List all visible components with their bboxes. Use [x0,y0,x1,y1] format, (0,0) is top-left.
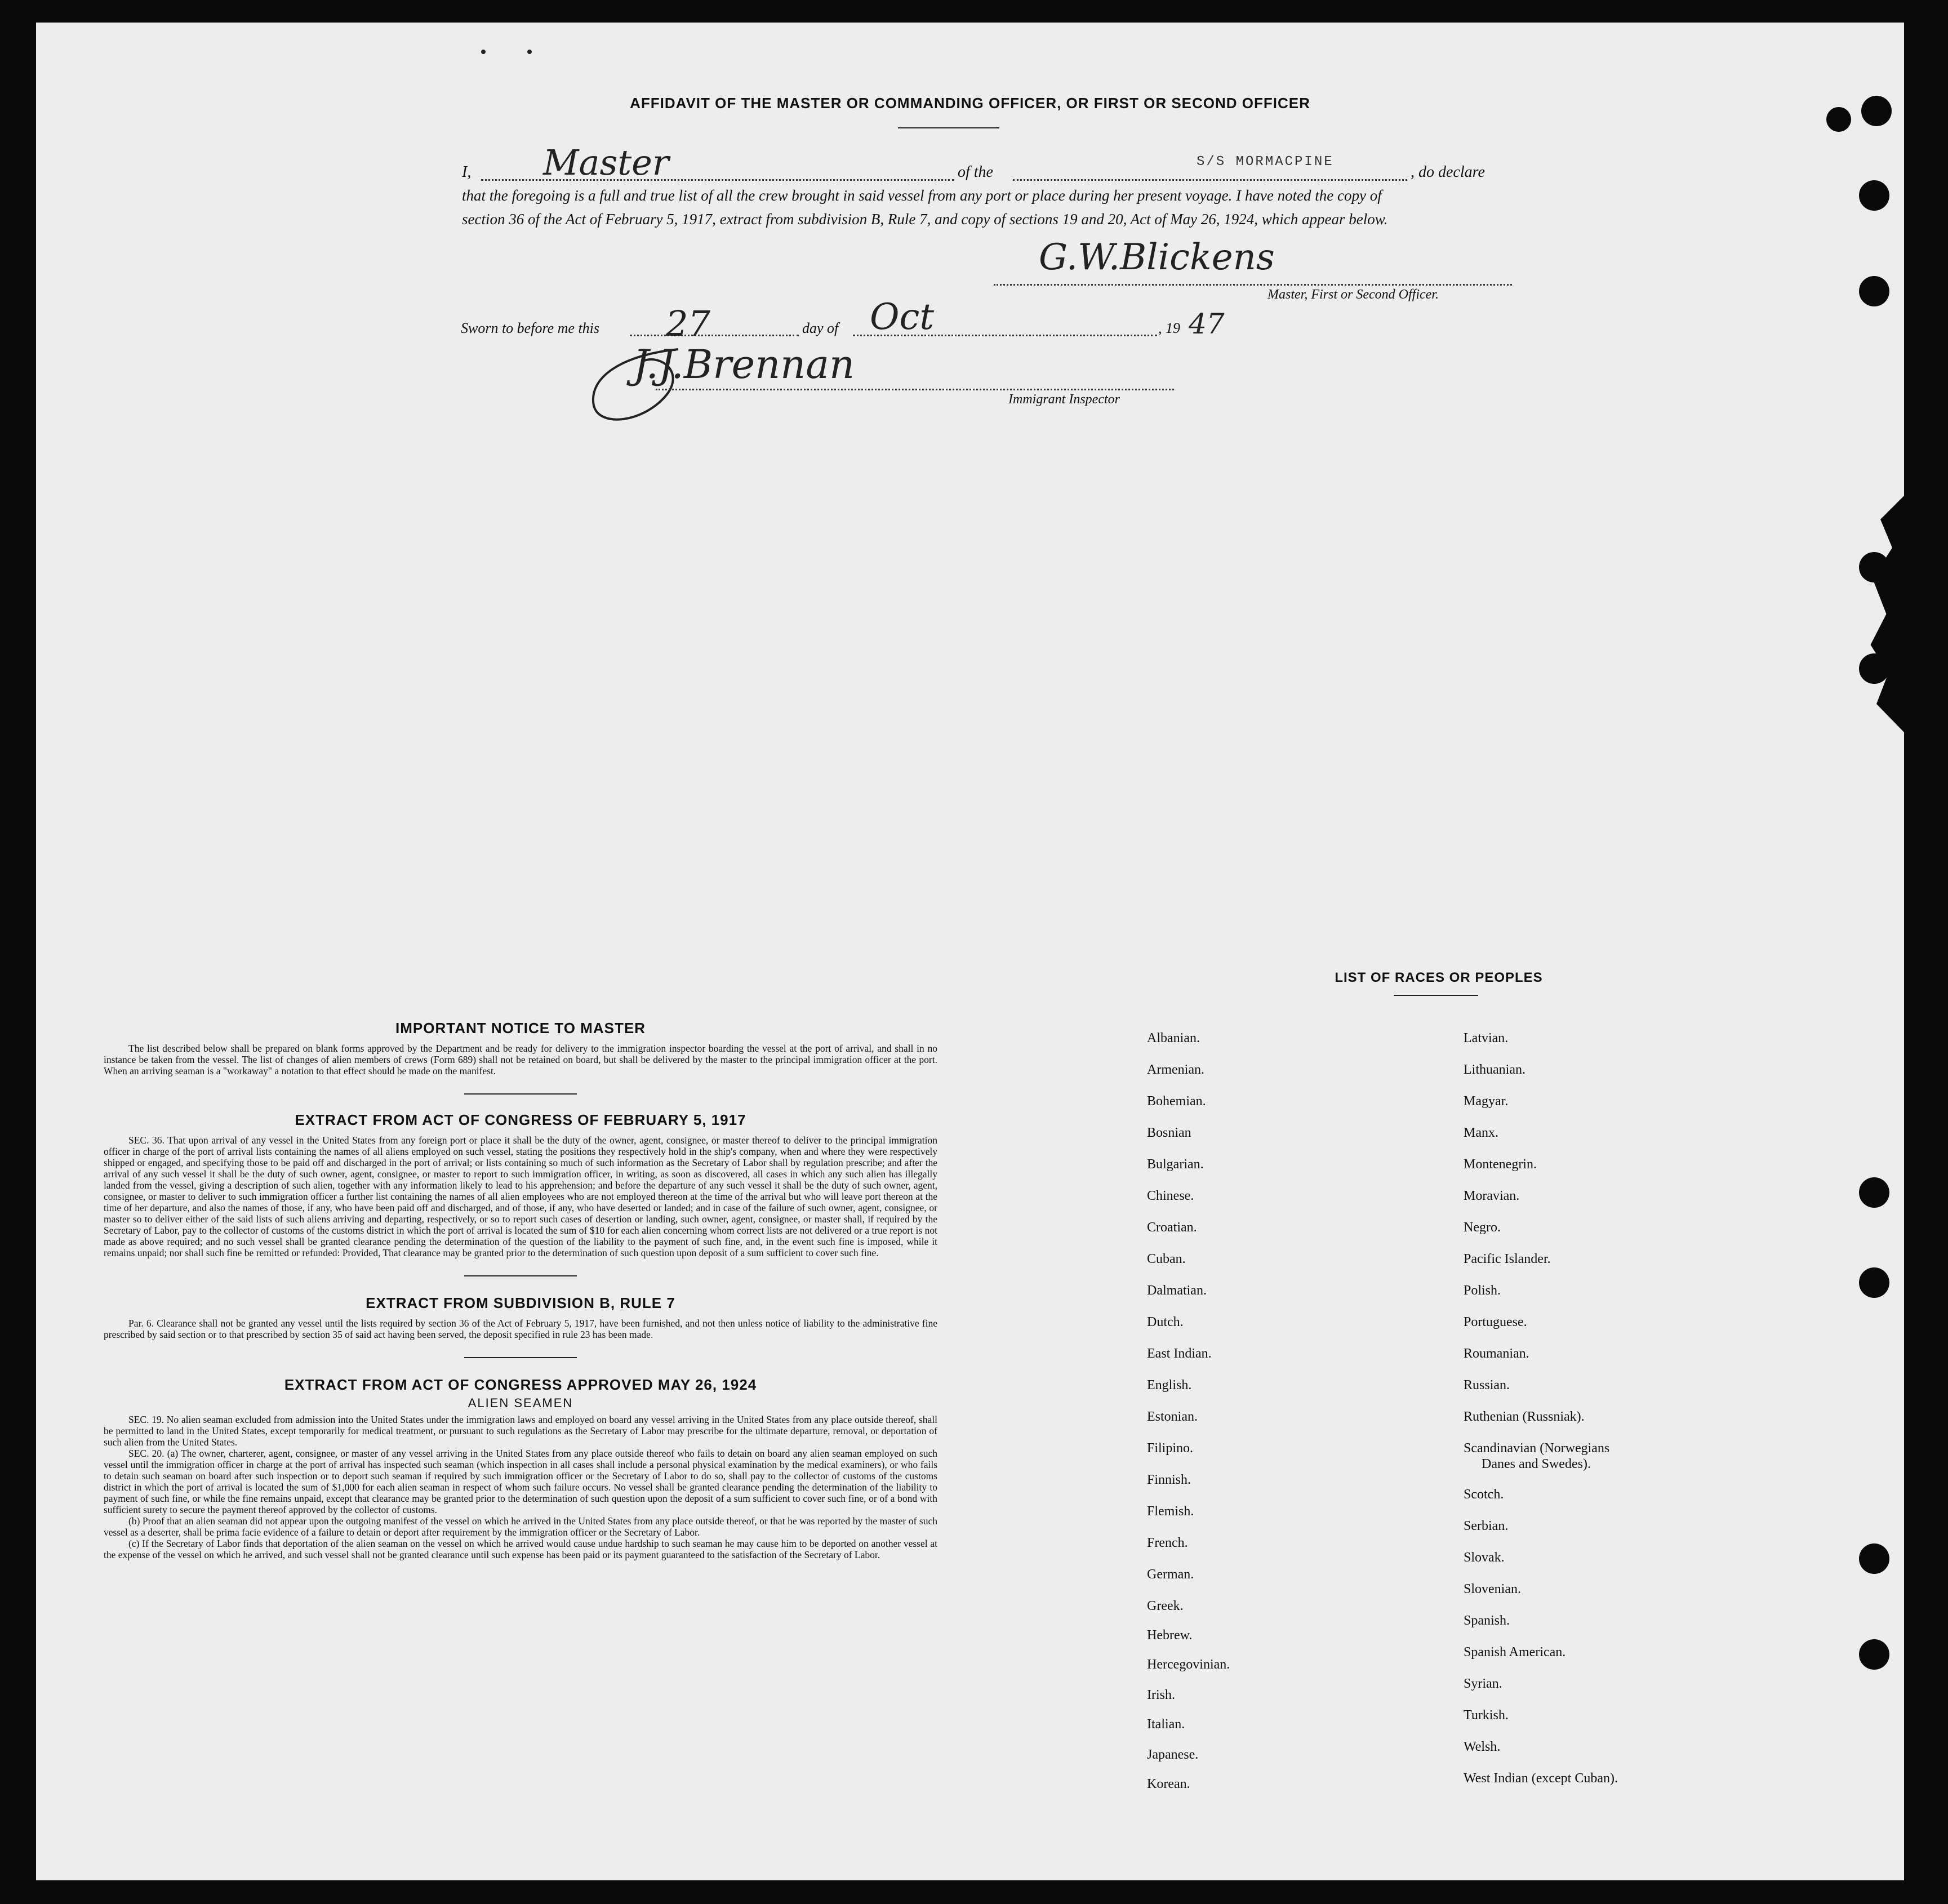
race-right: Polish. [1464,1283,1501,1298]
torn-edge [1865,496,1904,732]
race-left: Bulgarian. [1147,1157,1204,1172]
race-right: Syrian. [1464,1676,1502,1691]
race-left: Dutch. [1147,1315,1184,1329]
master-signature: G.W.Blickens [1039,237,1275,278]
race-left: Korean. [1147,1777,1190,1791]
extract-1924-subtitle: ALIEN SEAMEN [468,1396,573,1410]
race-right: Scotch. [1464,1487,1504,1502]
race-left: Irish. [1147,1688,1175,1702]
race-right: Roumanian. [1464,1346,1529,1361]
race-left: Bosnian [1147,1126,1191,1140]
races-title: LIST OF RACES OR PEOPLES [1335,970,1543,985]
day-of-label: day of [802,320,839,336]
master-signature-line [994,284,1512,286]
do-declare-label: , do declare [1411,163,1485,181]
vessel-line [1013,179,1407,181]
race-left: Croatian. [1147,1220,1197,1235]
race-left: Japanese. [1147,1747,1199,1762]
race-right: Welsh. [1464,1740,1501,1754]
race-right: Slovenian. [1464,1582,1521,1596]
race-right: Russian. [1464,1378,1510,1393]
race-right: Spanish American. [1464,1645,1566,1660]
race-left: Greek. [1147,1599,1184,1613]
rule7-title: EXTRACT FROM SUBDIVISION B, RULE 7 [366,1294,675,1311]
notice-title: IMPORTANT NOTICE TO MASTER [395,1020,646,1036]
race-right-continued: Danes and Swedes). [1482,1457,1591,1471]
race-right: Latvian. [1464,1031,1509,1046]
race-right: Pacific Islander. [1464,1252,1551,1266]
speck [527,50,532,54]
of-the-label: of the [958,163,993,181]
race-right: Ruthenian (Russniak). [1464,1409,1585,1424]
race-left: Finnish. [1147,1473,1191,1487]
punch-hole [1859,1543,1889,1574]
punch-hole [1859,1177,1889,1208]
sworn-label: Sworn to before me this [461,320,600,336]
extract-1917-body: SEC. 36. That upon arrival of any vessel in the United States from any foreign port or place it shall be the duty of the owner, agent, consignee, or master thereof to deliver to the principal immigration officer in charge of the port of arrival lists containing the names of all aliens employed on such vessel, stating the positions they respectively hold in the ship's company, when and where they were respectively shipped or engaged, and specifying those to be paid off and discharged in the port of arrival; or lists containing so much of such information as the Secretary of Labor shall by regulation prescribe; and after the arrival of any such vessel it shall be the duty of such owner, agent, consignee, or master to report to such immigration officer, in writing, as soon as discovered, all cases in which any such alien has illegally landed from the vessel, giving a description of such alien, together with any information likely to lead to his apprehension; and before the departure of any such vessel it shall be the duty of such owner, agent, consignee, or master to deliver to such immigration officer a further list containing the names of all alien employees who are not employed thereon at the time of the arrival but who will leave port thereon at the time of her departure, and also the names of those, if any, who have been paid off and discharged, and of those, if any, who have deserted or landed; and in case of the failure of such owner, agent, consignee, or master so to deliver either of the said lists of such aliens arriving and departing, respectively, or so to report such cases of desertion or landing, such owner, agent, consignee, or master shall, if required by the Secretary of Labor, pay to the collector of customs of the customs district in which the port of arrival is located the sum of $10 for each alien concerning whom correct lists are not delivered or a true report is not made as above required; and no such vessel shall be granted clearance pending the determination of the question of the liability to the payment of such fine, and, in the event such fine is imposed, while it remains unpaid; nor shall such fine be remitted or refunded: Provided, That clearance may be granted prior to the determination of such question upon deposit of a sum sufficient to cover such fine. [104,1135,937,1258]
year-prefix: , 19 [1158,320,1180,336]
race-right: Turkish. [1464,1708,1509,1723]
race-left: Chinese. [1147,1189,1194,1203]
race-left: East Indian. [1147,1346,1212,1361]
race-right: Manx. [1464,1126,1498,1140]
affidavit-line-2: that the foregoing is a full and true list of all the crew brought in said vessel from any port or place during her present voyage. I have noted the copy of [462,187,1382,204]
race-left: Italian. [1147,1717,1185,1732]
day-handwriting: 27 [666,303,710,344]
punch-hole [1859,1639,1889,1670]
sec20c-body: (c) If the Secretary of Labor finds that deportation of the alien seaman on the vessel on which he arrived would cause undue hardship to such seaman he may cause him to be deported on another vessel at the expense of the vessel on which he arrived, and such vessel shall not be granted clearance until such expense has been paid or its payment guaranteed to the satisfaction of the Secretary of Labor. [104,1538,937,1560]
extract-1917-title: EXTRACT FROM ACT OF CONGRESS OF FEBRUARY 5, 1917 [295,1111,746,1128]
race-left: Filipino. [1147,1441,1194,1456]
race-right: Moravian. [1464,1189,1520,1203]
master-caption: Master, First or Second Officer. [1267,287,1439,302]
master-handwriting: Master [543,142,669,183]
sec19-body: SEC. 19. No alien seaman excluded from admission into the United States under the immigration laws and employed on board any vessel arriving in the United States from any place outside thereof, shall be permitted to land in the United States, except temporarily for medical treatment, or pursuant to such regulations as the Secretary of Labor may prescribe for the ultimate departure, removal, or deportation of such alien from the United States. [104,1414,937,1448]
section-divider [464,1357,577,1358]
race-right: Lithuanian. [1464,1062,1526,1077]
vessel-name: S/S MORMACPINE [1197,154,1334,170]
race-left: Bohemian. [1147,1094,1206,1109]
race-right: Montenegrin. [1464,1157,1537,1172]
race-left: Hebrew. [1147,1628,1193,1643]
sec20b-body: (b) Proof that an alien seaman did not appear upon the outgoing manifest of the vessel on which he arrived in the United States from any place outside thereof, or that he was reported by the master of such vessel as a deserter, shall be prima facie evidence of a failure to detain or deport after requirement by the immigration officer or the Secretary of Labor. [104,1515,937,1538]
race-right: Negro. [1464,1220,1501,1235]
affidavit-i-label: I, [462,163,472,181]
race-left: German. [1147,1567,1194,1582]
inspector-line [656,389,1174,390]
race-left: English. [1147,1378,1192,1393]
punch-hole [1859,276,1889,306]
race-right: Spanish. [1464,1613,1510,1628]
race-right: West Indian (except Cuban). [1464,1771,1618,1786]
race-left: Armenian. [1147,1062,1204,1077]
race-left: Albanian. [1147,1031,1200,1046]
races-rule [1394,995,1478,996]
punch-hole [1859,180,1889,211]
affidavit-title: AFFIDAVIT OF THE MASTER OR COMMANDING OFFICER, OR FIRST OR SECOND OFFICER [630,95,1310,112]
race-left: Cuban. [1147,1252,1186,1266]
race-left: Hercegovinian. [1147,1657,1230,1672]
year-handwriting: 47 [1189,308,1225,340]
race-right: Serbian. [1464,1519,1509,1533]
race-left: Estonian. [1147,1409,1198,1424]
legal-column [104,1020,937,1560]
affidavit-line-3: section 36 of the Act of February 5, 1917, extract from subdivision B, Rule 7, and copy of sections 19 and 20, Act of May 26, 1924, which appear below. [462,211,1388,228]
inspector-caption: Immigrant Inspector [1008,392,1120,407]
race-right: Portuguese. [1464,1315,1527,1329]
race-left: Flemish. [1147,1504,1194,1519]
speck [481,50,486,54]
section-divider [464,1275,577,1276]
notice-body: The list described below shall be prepared on blank forms approved by the Department and be ready for delivery to the immigration inspector boarding the vessel at the port of arrival, and shall in no instance be taken from the vessel. The list of changes of alien members of crews (Form 689) shall not be retained on board, but shall be delivered by the master to the principal immigration officer at the port. When an arriving seaman is a "workaway" a notation to that effect should be made on the manifest. [104,1043,937,1076]
rule7-body: Par. 6. Clearance shall not be granted any vessel until the lists required by section 36 of the Act of February 5, 1917, have been furnished, and not then unless notice of liability to the administrative fine prescribed by said section or to that prescribed by section 35 of said act having been served, the deposit specified in rule 23 has been made. [104,1318,937,1340]
day-line [630,335,799,336]
race-right: Magyar. [1464,1094,1509,1109]
section-divider [464,1093,577,1095]
extract-1924-title: EXTRACT FROM ACT OF CONGRESS APPROVED MAY 26, 1924 [284,1376,757,1393]
race-left: Dalmatian. [1147,1283,1207,1298]
race-right: Scandinavian (Norwegians [1464,1441,1610,1456]
sec20a-body: SEC. 20. (a) The owner, charterer, agent, consignee, or master of any vessel arriving in the United States from any place outside thereof who fails to detain on board any alien seaman employed on such vessel until the immigration officer in charge at the port of arrival has inspected such seaman (which inspection in all cases shall include a personal physical examination by the medical examiners), or who fails to detain such seaman on board after such inspection or to deport such seaman if required by such immigration officer or the Secretary of Labor to do so, shall pay to the collector of customs of the customs district in which the port of arrival is located the sum of $1,000 for each alien seaman in respect of whom such failure occurs. No vessel shall be granted clearance pending the determination of the liability to payment of such fine, or while the fine remains unpaid, except that clearance may be granted prior to the determination of such question upon the deposit of a sum sufficient to cover such fine, or of a bond with sufficient surety to secure the payment thereof approved by the collector of customs. [104,1448,937,1515]
punch-hole [1859,1267,1889,1298]
title-rule [898,127,999,128]
month-handwriting: Oct [870,296,935,338]
inspector-signature: J.J.Brennan [633,341,855,388]
race-right: Slovak. [1464,1550,1505,1565]
document-page [36,23,1904,1880]
race-left: French. [1147,1536,1188,1550]
